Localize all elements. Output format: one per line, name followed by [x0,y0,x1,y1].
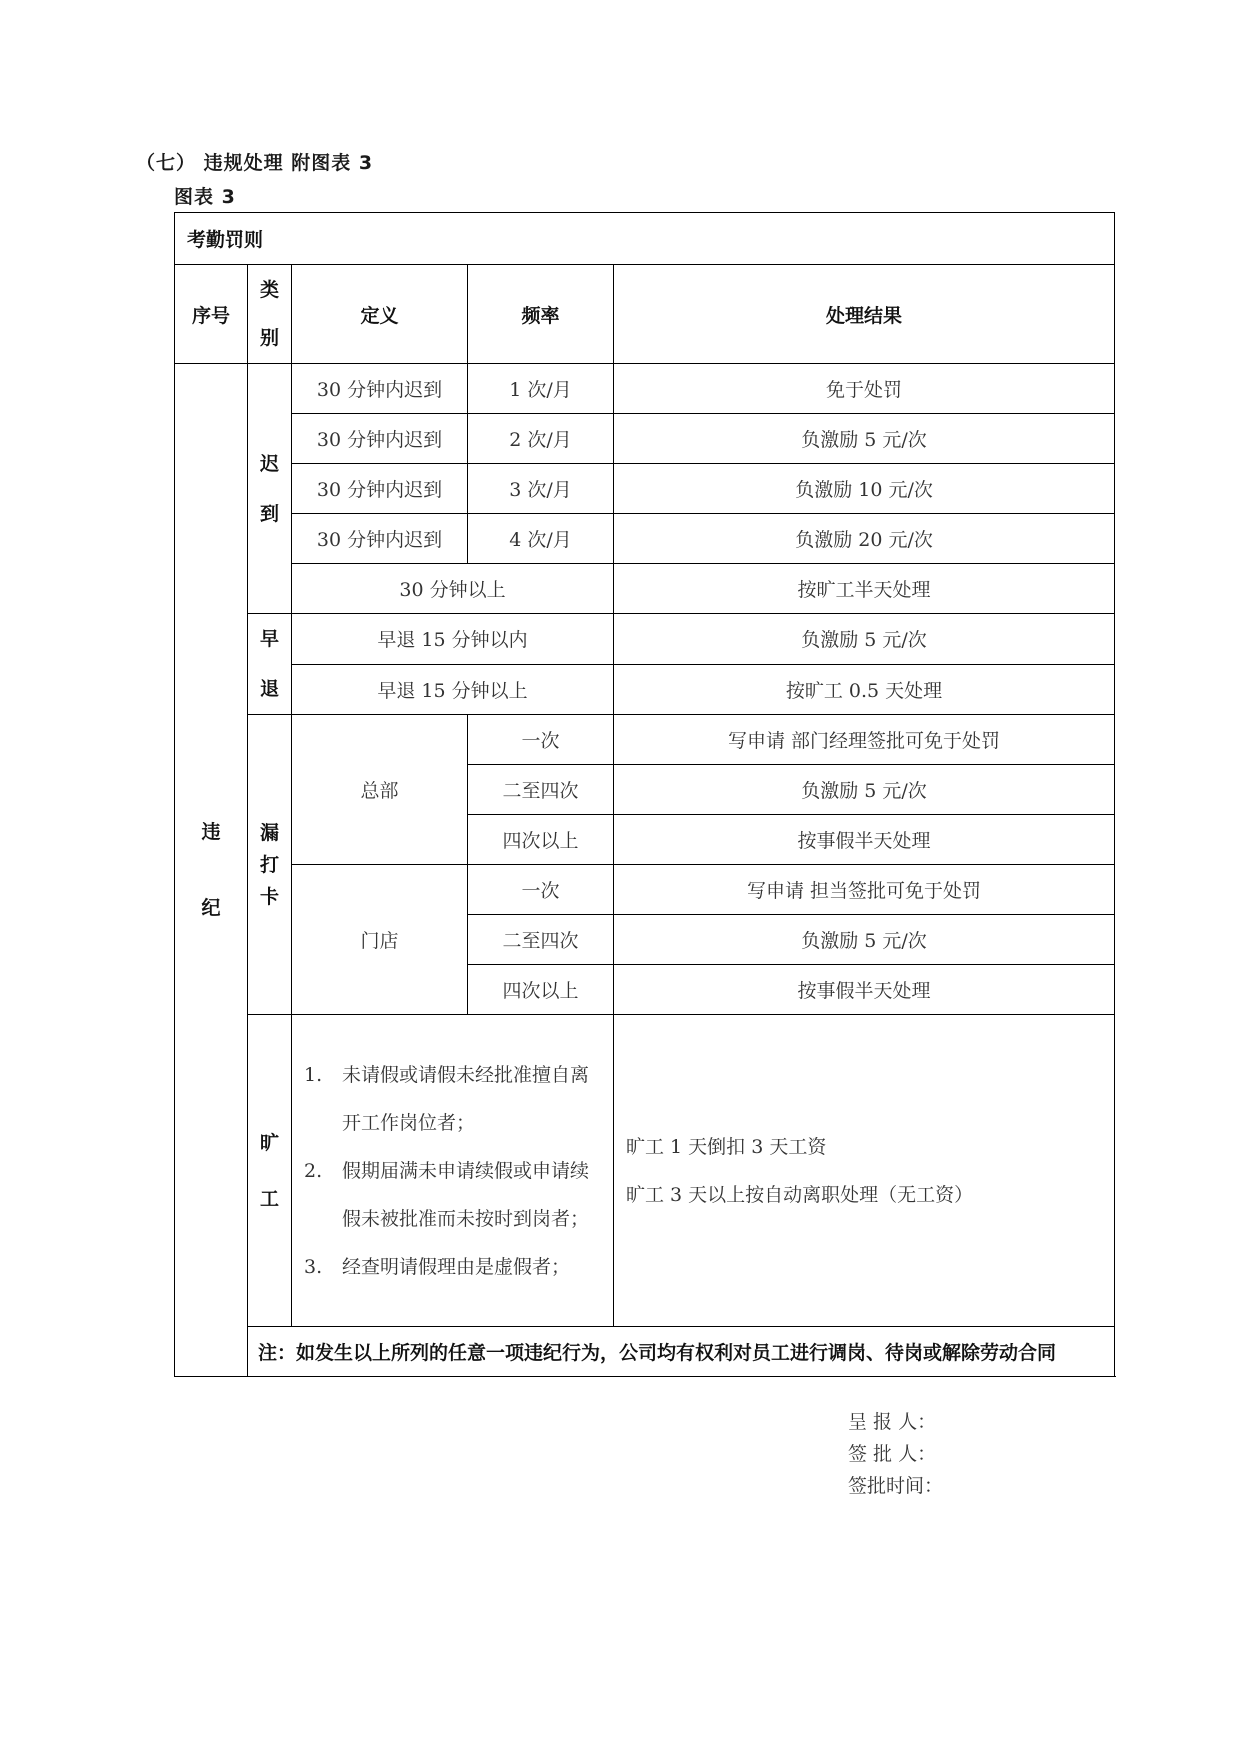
category-early-char: 早 [259,628,279,650]
result-cell: 按事假半天处理 [614,815,1115,865]
list-item [304,1051,603,1147]
list-text: 假期届满未申请续假或申请续假未被批准而未按时到岗者； [342,1159,590,1230]
header-category [248,265,292,364]
table-row [175,715,1115,765]
list-text: 经查明请假理由是虚假者； [342,1255,571,1278]
definition-cell: 30 分钟内迟到 [292,514,468,564]
result-cell: 按事假半天处理 [614,965,1115,1015]
result-cell: 负激励 5 元/次 [614,614,1115,665]
group-label-char: 违 [201,821,221,843]
category-absent-char: 工 [259,1187,279,1210]
location-store: 门店 [292,865,468,1015]
category-early-leave [248,614,292,715]
list-number: 1. [304,1063,323,1086]
location-headquarters: 总部 [292,715,468,865]
result-cell: 按旷工 0.5 天处理 [614,664,1115,715]
approval-time-label: 签批时间： [848,1475,944,1497]
absent-result-line: 旷工 3 天以上按自动离职处理（无工资） [626,1183,974,1206]
header-category-char: 别 [259,327,279,349]
table-row [175,464,1115,514]
category-absent-char: 旷 [259,1131,279,1154]
table-title: 考勤罚则 [175,213,1115,265]
header-seq: 序号 [175,265,248,364]
list-number: 3. [304,1255,323,1278]
table-row [175,564,1115,614]
section-heading: （七） 违规处理 附图表 3 [136,152,374,174]
absenteeism-definitions [292,1015,614,1327]
frequency-cell: 二至四次 [468,765,614,815]
table-row [175,514,1115,564]
definition-cell: 30 分钟以上 [292,564,614,614]
definition-cell: 30 分钟内迟到 [292,364,468,414]
list-number: 2. [304,1159,323,1182]
result-cell: 负激励 5 元/次 [614,765,1115,815]
header-category-char: 类 [259,279,279,301]
definition-cell: 30 分钟内迟到 [292,414,468,464]
category-late-char: 迟 [259,452,279,475]
result-cell: 负激励 5 元/次 [614,414,1115,464]
frequency-cell: 四次以上 [468,815,614,865]
category-late-char: 到 [259,502,279,525]
result-cell: 负激励 10 元/次 [614,464,1115,514]
definition-cell: 早退 15 分钟以上 [292,664,614,715]
category-late [248,364,292,614]
list-text: 未请假或请假未经批准擅自离开工作岗位者； [342,1063,590,1134]
table-row [175,364,1115,414]
category-missed-char: 漏 [259,821,279,844]
frequency-cell: 一次 [468,715,614,765]
result-cell: 负激励 5 元/次 [614,915,1115,965]
table-note: 注：如发生以上所列的任意一项违纪行为，公司均有权利对员工进行调岗、待岗或解除劳动合同 [248,1327,1115,1377]
table-row [175,1015,1115,1327]
frequency-cell: 2 次/月 [468,414,614,464]
category-absenteeism [248,1015,292,1327]
signoff-block [848,1406,943,1502]
frequency-cell: 二至四次 [468,915,614,965]
definition-cell: 早退 15 分钟以内 [292,614,614,665]
figure-caption: 图表 3 [174,186,236,208]
group-label-char: 纪 [201,897,221,919]
frequency-cell: 4 次/月 [468,514,614,564]
table-row [175,414,1115,464]
table-row [175,614,1115,665]
header-definition: 定义 [292,265,468,364]
frequency-cell: 3 次/月 [468,464,614,514]
approver-label: 签 批 人： [848,1443,937,1465]
group-label-discipline [175,364,248,1377]
result-cell: 写申请 部门经理签批可免于处罚 [614,715,1115,765]
category-missed-char: 打 [259,853,279,876]
table-row [175,865,1115,915]
frequency-cell: 1 次/月 [468,364,614,414]
category-missed-punch [248,715,292,1015]
list-item [304,1147,603,1243]
result-cell: 免于处罚 [614,364,1115,414]
category-missed-char: 卡 [259,885,279,908]
attendance-penalty-table [174,212,1115,1377]
result-cell: 负激励 20 元/次 [614,514,1115,564]
frequency-cell: 四次以上 [468,965,614,1015]
category-early-char: 退 [259,678,279,700]
table-row [175,664,1115,715]
frequency-cell: 一次 [468,865,614,915]
absent-result-line: 旷工 1 天倒扣 3 天工资 [626,1135,827,1158]
reporter-label: 呈 报 人： [848,1411,937,1433]
definition-cell: 30 分钟内迟到 [292,464,468,514]
result-cell: 按旷工半天处理 [614,564,1115,614]
header-frequency: 频率 [468,265,614,364]
result-cell: 写申请 担当签批可免于处罚 [614,865,1115,915]
header-result: 处理结果 [614,265,1115,364]
list-item [304,1243,603,1291]
absenteeism-results [614,1015,1115,1327]
